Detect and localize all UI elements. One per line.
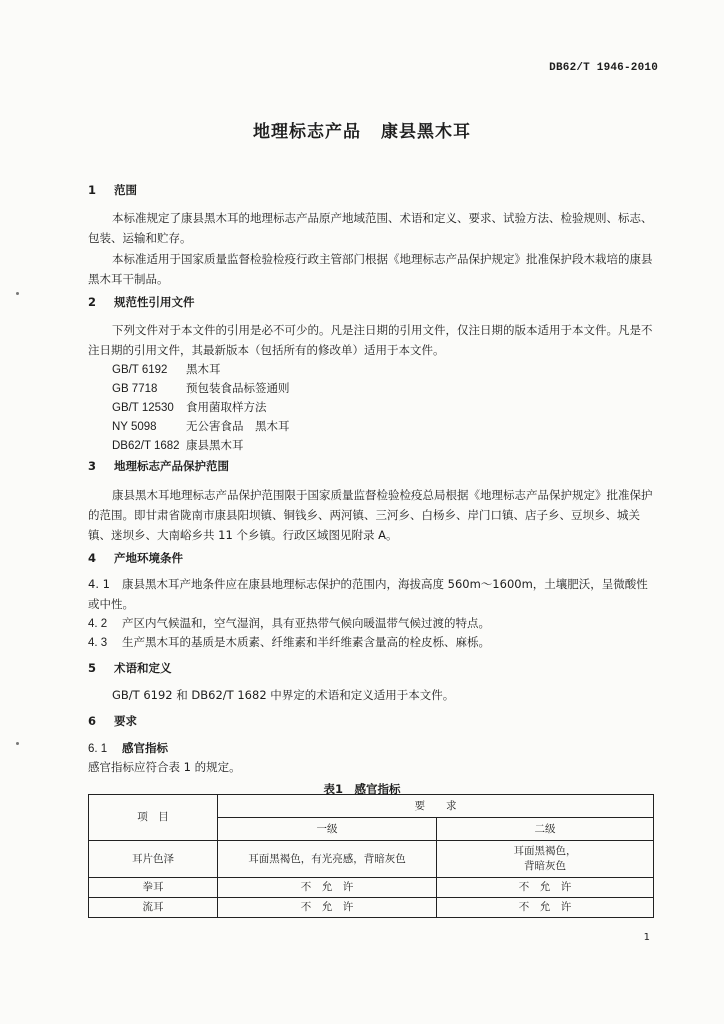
section-3-paragraph: 康县黑木耳地理标志产品保护范围限于国家质量监督检验检疫总局根据《地理标志产品保护规定》批准保护的范围。即甘肃省陇南市康县阳坝镇、铜钱乡、两河镇、三河乡、白杨乡、岸门口镇、店子乡、豆坝乡、城关镇、迷坝乡、大南峪乡共 11 个乡镇。行政区域图见附录 A。 bbox=[88, 488, 653, 542]
section-heading: 3 地理标志产品保护范围 bbox=[88, 459, 229, 473]
title-part-1: 地理标志产品 bbox=[253, 122, 361, 142]
reference-item: GB/T 6192 黑木耳 bbox=[112, 362, 221, 376]
section-heading: 5 术语和定义 bbox=[88, 661, 172, 675]
table-row: 耳片色泽 耳面黑褐色，有光亮感，背暗灰色 耳面黑褐色， 背暗灰色 bbox=[89, 841, 654, 878]
reference-item: GB 7718 预包装食品标签通则 bbox=[112, 381, 290, 395]
section-5-paragraph: GB/T 6192 和 DB62/T 1682 中界定的术语和定义适用于本文件。 bbox=[112, 688, 455, 702]
section-heading: 6 要求 bbox=[88, 714, 137, 728]
table-header-grade-2: 二级 bbox=[437, 818, 654, 841]
table-header-grade-1: 一级 bbox=[218, 818, 437, 841]
sensory-index-table bbox=[88, 794, 654, 918]
reference-item: DB62/T 1682 康县黑木耳 bbox=[112, 438, 244, 452]
section-1-paragraph-2: 本标准适用于国家质量监督检验检疫行政主管部门根据《地理标志产品保护规定》批准保护段木栽培的康县黑木耳干制品。 bbox=[88, 252, 653, 286]
section-heading: 2 规范性引用文件 bbox=[88, 295, 195, 309]
section-heading: 4 产地环境条件 bbox=[88, 551, 183, 565]
table-caption: 表1 感官指标 bbox=[323, 782, 401, 796]
table-header-requirement: 要 求 bbox=[218, 795, 654, 818]
clause-6-1-text: 感官指标应符合表 1 的规定。 bbox=[88, 760, 241, 774]
clause-4-3: 4. 3 生产黑木耳的基质是木质素、纤维素和半纤维素含量高的栓皮栎、麻栎。 bbox=[88, 635, 490, 649]
standard-code: DB62/T 1946-2010 bbox=[549, 62, 658, 74]
page-number: 1 bbox=[643, 932, 650, 943]
reference-item: NY 5098 无公害食品 黑木耳 bbox=[112, 419, 290, 433]
clause-4-2: 4. 2 产区内气候温和，空气湿润，具有亚热带气候向暖温带气候过渡的特点。 bbox=[88, 616, 490, 630]
scan-speck bbox=[16, 292, 19, 295]
table-row: 流耳 不 允 许 不 允 许 bbox=[89, 898, 654, 918]
title-part-2: 康县黑木耳 bbox=[381, 122, 471, 142]
section-2-paragraph: 下列文件对于本文件的引用是必不可少的。凡是注日期的引用文件，仅注日期的版本适用于本文件。凡是不注日期的引用文件，其最新版本（包括所有的修改单）适用于本文件。 bbox=[88, 323, 653, 357]
table-header-item: 项 目 bbox=[89, 795, 218, 841]
clause-4-1: 4. 1 康县黑木耳产地条件应在康县地理标志保护的范围内，海拔高度 560m～1600m，土壤肥沃，呈微酸性或中性。 bbox=[88, 577, 648, 611]
scan-speck bbox=[16, 742, 19, 745]
reference-item: GB/T 12530 食用菌取样方法 bbox=[112, 400, 267, 414]
document-title bbox=[0, 117, 724, 142]
section-heading: 1 范围 bbox=[88, 183, 137, 197]
table-row: 拳耳 不 允 许 不 允 许 bbox=[89, 878, 654, 898]
clause-6-1-heading: 6. 1 感官指标 bbox=[88, 741, 168, 755]
section-1-paragraph-1: 本标准规定了康县黑木耳的地理标志产品原产地域范围、术语和定义、要求、试验方法、检验规则、标志、包装、运输和贮存。 bbox=[88, 211, 653, 245]
